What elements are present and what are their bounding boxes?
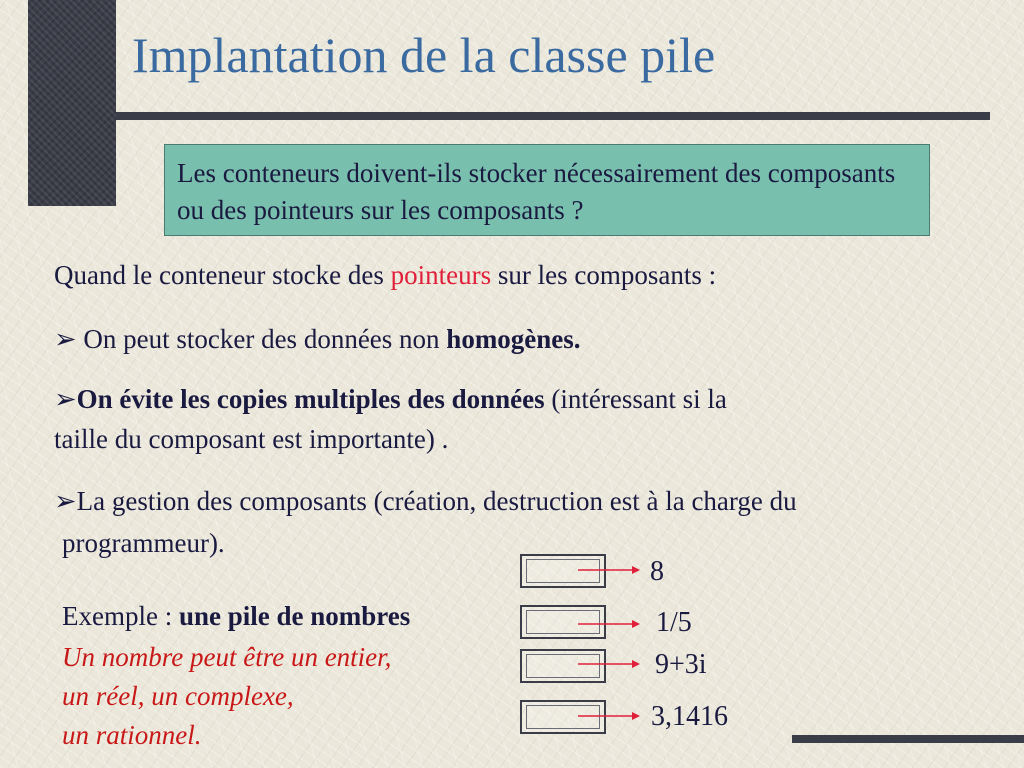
decorative-corner-block	[28, 0, 116, 206]
intro-highlight: pointeurs	[390, 260, 492, 290]
bullet-3-text: La gestion des composants (création, destruction est à la charge du	[76, 486, 797, 516]
intro-line	[54, 258, 716, 292]
bullet-1-text: On peut stocker des données non	[76, 324, 447, 354]
slide-title: Implantation de la classe pile	[132, 27, 716, 83]
example-italic-3: un rationnel.	[62, 720, 202, 750]
bullet-3	[54, 484, 797, 518]
pointer-arrow-icon	[578, 618, 640, 630]
stack-value: 1/5	[656, 607, 692, 638]
example-label: Exemple :	[62, 601, 179, 631]
bottom-divider	[792, 735, 1024, 743]
bullet-2	[54, 382, 727, 416]
bullet-1-bold: homogènes.	[446, 324, 581, 354]
bullet-2-line2: taille du composant est importante) .	[54, 424, 449, 454]
stack-value: 8	[650, 556, 664, 587]
question-box: Les conteneurs doivent-ils stocker nécessairement des composants ou des pointeurs sur les composants ?	[164, 144, 930, 236]
bullet-arrow-icon: ➢	[54, 486, 77, 516]
stack-value: 9+3i	[655, 649, 707, 680]
title-divider	[116, 112, 990, 120]
bullet-2-bold: On évite les copies multiples des données	[76, 384, 545, 414]
example-italic-2: un réel, un complexe,	[62, 681, 294, 711]
example-italic-1: Un nombre peut être un entier,	[62, 642, 392, 672]
bullet-2-text: (intéressant si la	[544, 384, 727, 414]
pointer-arrow-icon	[578, 658, 640, 670]
example-line	[62, 599, 410, 633]
intro-after: sur les composants :	[491, 260, 717, 290]
intro-before: Quand le conteneur stocke des	[54, 260, 391, 290]
example-bold: une pile de nombres	[178, 601, 411, 631]
pointer-arrow-icon	[578, 564, 640, 576]
pointer-arrow-icon	[578, 710, 640, 722]
bullet-3-line2: programmeur).	[62, 528, 225, 558]
bullet-1	[54, 322, 581, 356]
bullet-arrow-icon: ➢	[54, 384, 77, 414]
bullet-arrow-icon: ➢	[54, 324, 77, 354]
stack-value: 3,1416	[651, 701, 728, 732]
